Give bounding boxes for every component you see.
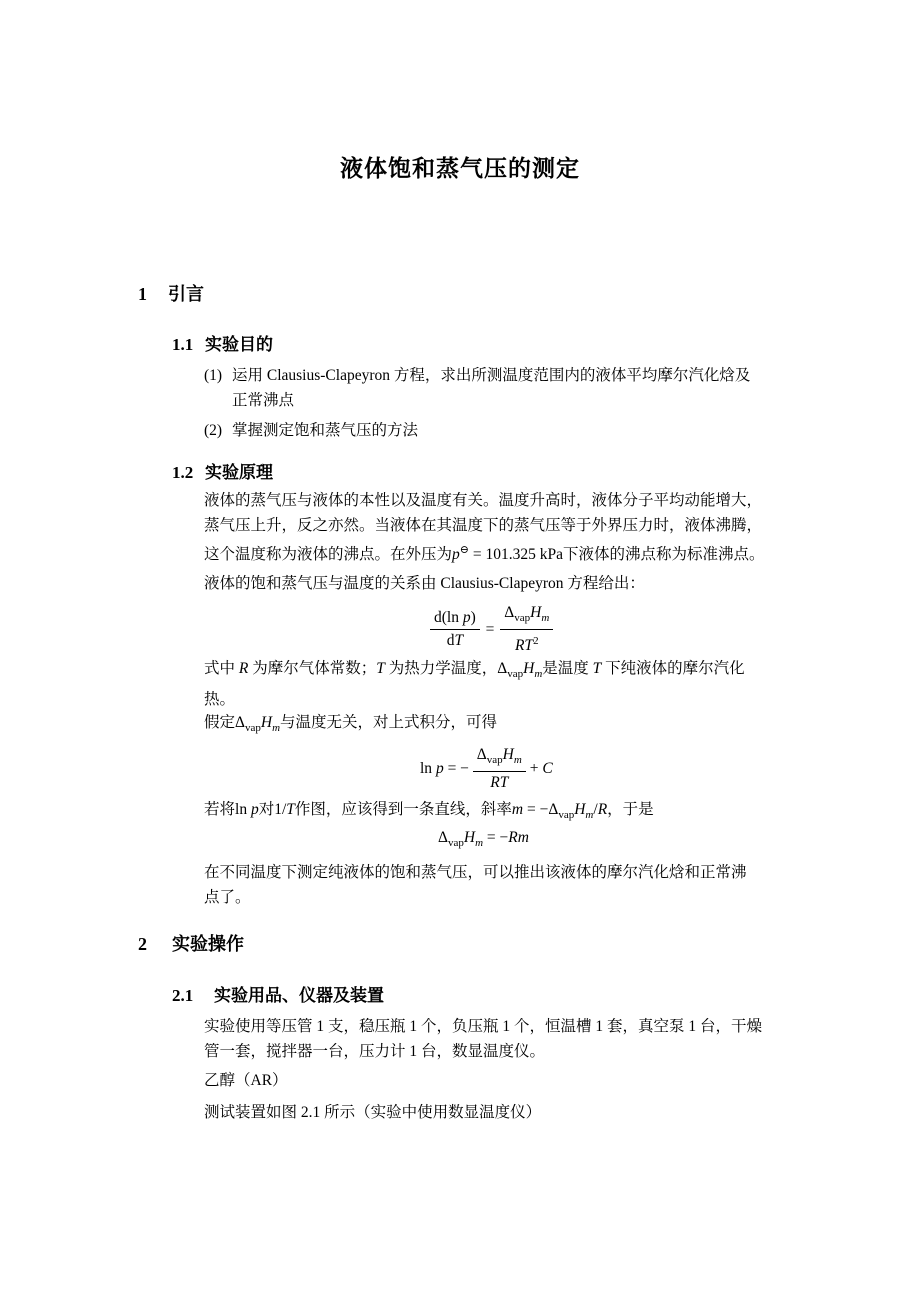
text-line: 管一套，搅拌器一台，压力计 1 台，数显温度仪。 (204, 1043, 546, 1060)
integrated-equation: ln p = − $\frac{\Delta_{vap}H_m}{RT}$ + C (420, 746, 553, 792)
apparatus-line: 测试装置如图 2.1 所示（实验中使用数显温度仪） (204, 1104, 542, 1121)
section-number: 1.1 (172, 335, 194, 354)
enthalpy-equation: $\Delta_{vap}H_m = -Rm$ (438, 829, 529, 850)
section-2-1-heading (172, 981, 384, 1006)
text-line: 这个温度称为液体的沸点。在外压为p⊖ = 101.325 kPa下液体的沸点称为标准沸点。 (204, 544, 765, 564)
reagent-line: 乙醇（AR） (204, 1072, 288, 1089)
objective-text-cont: 正常沸点 (232, 392, 295, 409)
section-1-2-heading (172, 458, 273, 483)
section-number: 2 (138, 934, 147, 954)
principle-paragraph-3: 式中 R 为摩尔气体常数；T 为热力学温度，$\Delta_{vap}H_m$是温度 T 下纯液体的摩尔汽化 热。 (204, 656, 794, 712)
clausius-clapeyron-equation: $\frac{\text{d(ln p)}}{dT}$ = $\frac{\Delta_{vap}H_m}{RT^2}$ (430, 603, 553, 656)
text-span: 为热力学温度， (384, 660, 498, 677)
math-p-standard: p⊖ (452, 544, 469, 564)
objective-2 (204, 418, 804, 443)
text-span: 是温度 (542, 660, 593, 677)
fraction: $\frac{\Delta_{vap}H_m}{RT}$ (473, 745, 526, 793)
principle-paragraph-6 (204, 860, 786, 910)
text-span: 下液体的沸点称为标准沸点。 (562, 546, 765, 564)
section-title: 引言 (168, 284, 204, 304)
principle-paragraph-2: 液体的饱和蒸气压与温度的关系由 Clausius-Clapeyron 方程给出： (204, 575, 645, 592)
principle-paragraph-4: 假定$\Delta_{vap}H_m$与温度无关，对上式积分，可得 (204, 714, 498, 735)
text-line: 蒸气压上升，反之亦然。当液体在其温度下的蒸气压等于外界压力时，液体沸腾， (204, 517, 763, 534)
text-line: 实验使用等压管 1 支，稳压瓶 1 个，负压瓶 1 个，恒温槽 1 套，真空泵 1 台，干燥 (204, 1018, 763, 1035)
objective-1 (204, 363, 804, 413)
text-span: ，于是 (607, 801, 654, 818)
page-title: 液体饱和蒸气压的测定 (340, 156, 580, 181)
text-span: 与温度无关，对上式积分，可得 (280, 714, 498, 731)
text-span: 若将 (204, 801, 236, 818)
equipment-paragraph (204, 1014, 804, 1064)
text-span: 式中 (204, 660, 239, 677)
fraction-rhs: $\frac{\Delta_{vap}H_m}{RT^2}$ (500, 603, 553, 656)
section-number: 1.2 (172, 463, 194, 482)
section-title: 实验操作 (172, 934, 244, 954)
text-span: 下纯液体的摩尔汽化 (601, 660, 745, 677)
text-line: 热。 (204, 691, 236, 709)
text-span: 作图，应该得到一条直线，斜率 (294, 801, 512, 818)
section-2-heading (138, 930, 244, 956)
section-number: 2.1 (172, 986, 194, 1005)
principle-paragraph-5: 若将ln p对1/T作图，应该得到一条直线，斜率$m = -\Delta_{vap}H_m/R$，于是 (204, 801, 654, 822)
text-span: 这个温度称为液体的沸点。在外压为 (204, 546, 453, 564)
text-line: 液体的蒸气压与液体的本性以及温度有关。温度升高时，液体分子平均动能增大， (204, 492, 763, 509)
section-number: 1 (138, 284, 147, 304)
list-number: (2) (204, 422, 223, 439)
section-title: 实验用品、仪器及装置 (214, 986, 384, 1005)
text-span: 为摩尔气体常数； (248, 660, 377, 677)
section-title: 实验原理 (205, 463, 273, 482)
fraction-lhs: $\frac{\text{d(ln p)}}{dT}$ (430, 608, 480, 651)
section-title: 实验目的 (205, 335, 273, 354)
text-span: 对 (258, 801, 275, 818)
text-line: 在不同温度下测定纯液体的饱和蒸气压，可以推出该液体的摩尔汽化焓和正常沸 (204, 864, 747, 881)
list-number: (1) (204, 367, 223, 384)
text-line: 点了。 (204, 889, 251, 906)
text-span: 假定 (204, 714, 236, 731)
std-pressure-value: 101.325 kPa (485, 546, 563, 564)
principle-paragraph-1 (204, 488, 804, 567)
objective-text: 掌握测定饱和蒸气压的方法 (232, 422, 419, 439)
section-1-1-heading (172, 330, 273, 355)
section-1-heading (138, 280, 204, 306)
objective-text: 运用 Clausius-Clapeyron 方程，求出所测温度范围内的液体平均摩尔汽化焓及 (232, 367, 751, 384)
